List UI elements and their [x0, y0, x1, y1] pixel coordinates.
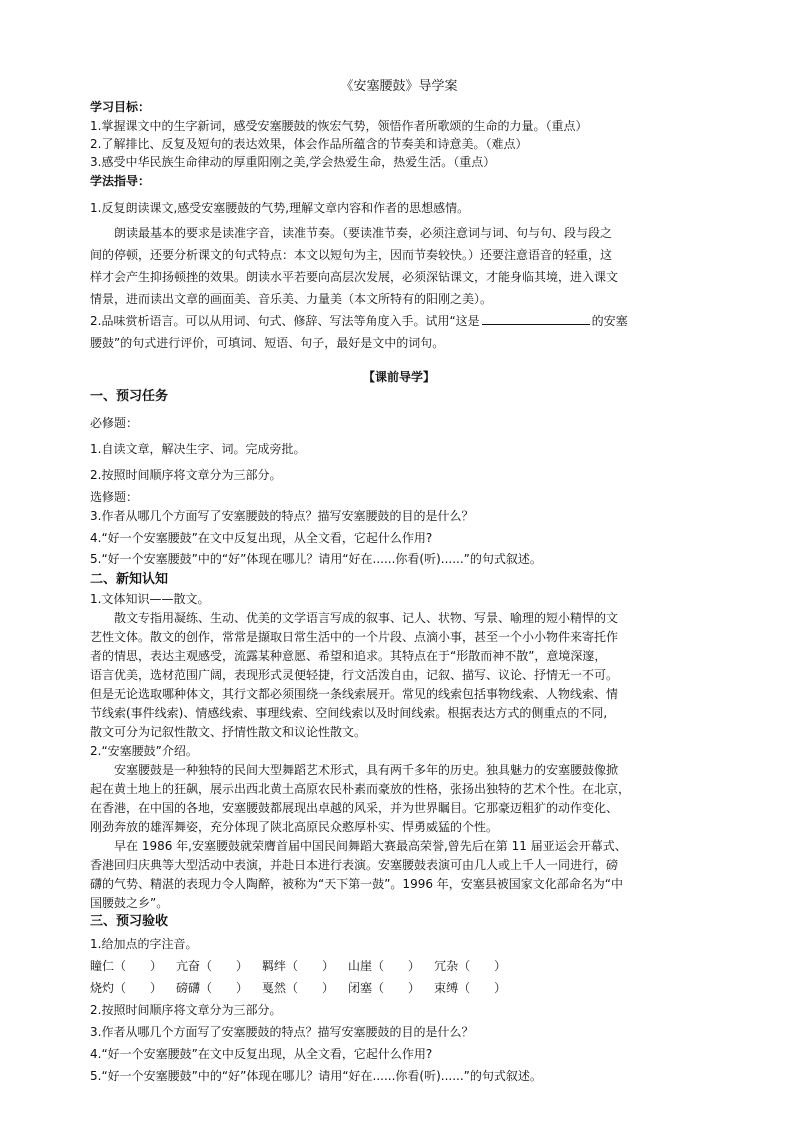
pinyin-item[interactable]: 冗杂（ ）	[434, 959, 507, 973]
knowledge-2a-line-1: 安塞腰鼓是一种独特的民间大型舞蹈艺术形式，具有两千多年的历史。独具魅力的安塞腰鼓像掀	[114, 763, 619, 777]
goal-item-1: 1.掌握课文中的生字新词，感受安塞腰鼓的恢宏气势，领悟作者所歌颂的生命的力量。（重点）	[90, 119, 588, 133]
method-paragraph-2-line-3: 样才会产生抑扬顿挫的效果。朗读水平若要向高层次发展，必须深钻课文，才能身临其境，进入课文	[90, 270, 619, 284]
method-heading: 学法指导：	[90, 174, 151, 188]
optional-item-5: 5.“好一个安塞腰鼓”中的“好”体现在哪儿？请用“好在......你看(听)......”的句式叙述。	[90, 552, 542, 566]
goal-item-3: 3.感受中华民族生命律动的厚重阳刚之美,学会热爱生命，热爱生活。（重点）	[90, 155, 496, 169]
fill-in-blank[interactable]	[482, 312, 590, 325]
pinyin-item[interactable]: 瞳仁（ ）	[90, 959, 163, 973]
required-item-1: 1.自读文章，解决生字、词。完成旁批。	[90, 442, 306, 456]
required-item-2: 2.按照时间顺序将文章分为三部分。	[90, 468, 282, 482]
pinyin-item[interactable]: 羁绊（ ）	[262, 959, 335, 973]
knowledge-2a-line-3: 在香港，在中国的各地，安塞腰鼓都展现出卓越的风采，并为世界瞩目。它那豪迈粗犷的动作变化、	[90, 801, 619, 815]
method-paragraph-3-after: 的安塞	[591, 314, 628, 328]
knowledge-1-line-6: 节线索(事件线索)、情感线索、事理线索、空间线索以及时间线索。根据表达方式的侧重点的不同,	[90, 706, 608, 720]
part3-heading: 三、预习验收	[90, 914, 169, 929]
pinyin-item[interactable]: 闭塞（ ）	[348, 981, 421, 995]
method-paragraph-2-line-1: 朗读最基本的要求是读准字音，读准节奏。（要读准节奏，必须注意词与词、句与句、段与段之	[114, 226, 613, 240]
pinyin-item[interactable]: 烧灼（ ）	[90, 981, 163, 995]
knowledge-1-line-3: 者的情思，表达主观感受，流露某种意愿、希望和追求。其特点在于“形散而神不散”，意境深邃，	[90, 649, 607, 663]
knowledge-1-line-7: 散文可分为记叙性散文、抒情性散文和议论性散文。	[90, 725, 367, 739]
pinyin-item[interactable]: 束缚（ ）	[434, 981, 507, 995]
knowledge-1-line-4: 语言优美，选材范围广阔，表现形式灵便轻捷，行文活泼自由，记叙、描写、议论、抒情无一不可。	[90, 668, 619, 682]
method-paragraph-3-line-2: 腰鼓”的句式进行评价，可填词、短语、句子，最好是文中的词句。	[90, 336, 445, 350]
optional-item-3: 3.作者从哪几个方面写了安塞腰鼓的特点？描写安塞腰鼓的目的是什么？	[90, 509, 474, 523]
pinyin-item[interactable]: 戛然（ ）	[262, 981, 335, 995]
knowledge-1-line-2: 艺性文体。散文的创作，常常是撷取日常生活中的一个片段、点滴小事，甚至一个小小物件来寄托作	[90, 630, 619, 644]
doc-title: 《安塞腰鼓》导学案	[340, 79, 458, 94]
knowledge-2-title: 2.“安塞腰鼓”介绍。	[90, 744, 198, 758]
goals-heading: 学习目标：	[90, 100, 151, 114]
part2-heading: 二、新知认知	[90, 572, 169, 587]
pinyin-item[interactable]: 亢奋（ ）	[176, 959, 249, 973]
knowledge-1-line-1: 散文专指用凝练、生动、优美的文学语言写成的叙事、记人、状物、写景、喻理的短小精悍的文	[114, 611, 619, 625]
method-paragraph-1: 1.反复朗读课文,感受安塞腰鼓的气势,理解文章内容和作者的思想感情。	[90, 201, 470, 215]
part1-heading: 一、预习任务	[90, 389, 169, 404]
knowledge-2b-line-4: 国腰鼓之乡”。	[90, 896, 169, 910]
knowledge-2b-line-2: 香港回归庆典等大型活动中表演，并赴日本进行表演。安塞腰鼓表演可由几人或上千人一同进行，磅	[90, 858, 619, 872]
check-question-2: 2.按照时间顺序将文章分为三部分。	[90, 1003, 282, 1017]
method-paragraph-3-before: 2.品味赏析语言。可以从用词、句式、修辞、写法等角度入手。试用“这是	[90, 314, 480, 328]
required-label: 必修题：	[90, 416, 139, 430]
method-paragraph-3-line-1	[90, 312, 708, 330]
knowledge-2a-line-4: 刚劲奔放的雄浑舞姿，充分体现了陕北高原民众憨厚朴实、悍勇威猛的个性。	[90, 820, 499, 834]
knowledge-1-title: 1.文体知识——散文。	[90, 592, 210, 606]
check-question-5: 5.“好一个安塞腰鼓”中的“好”体现在哪儿？请用“好在......你看(听)......”的句式叙述。	[90, 1069, 542, 1083]
knowledge-2b-line-1: 早在 1986 年,安塞腰鼓就荣膺首届中国民间舞蹈大赛最高荣誉,曾先后在第 11 届亚运会开幕式、	[114, 839, 627, 853]
pinyin-item[interactable]: 磅礴（ ）	[176, 981, 249, 995]
check-question-1: 1.给加点的字注音。	[90, 937, 198, 951]
optional-label: 选修题：	[90, 490, 139, 504]
section-title: 【课前导学】	[362, 370, 435, 384]
method-paragraph-2-line-2: 间的停顿，还要分析课文的句式特点：本文以短句为主，因而节奏较快。）还要注意语音的轻重，这	[90, 248, 613, 262]
pinyin-row-2	[90, 979, 708, 997]
pinyin-row-1	[90, 957, 708, 975]
knowledge-2b-line-3: 礴的气势、精湛的表现力令人陶醉，被称为“天下第一鼓”。1996 年，安塞县被国家文化部命名为“中	[90, 877, 624, 891]
optional-item-4: 4.“好一个安塞腰鼓”在文中反复出现，从全文看，它起什么作用?	[90, 531, 433, 545]
check-question-3: 3.作者从哪几个方面写了安塞腰鼓的特点？描写安塞腰鼓的目的是什么？	[90, 1025, 474, 1039]
knowledge-2a-line-2: 起在黄土地上的狂飙，展示出西北黄土高原农民朴素而豪放的性格，张扬出独特的艺术个性。在北京，	[90, 782, 631, 796]
knowledge-1-line-5: 但是无论选取哪种体文，其行文都必须围绕一条线索展开。常见的线索包括事物线索、人物线索、情	[90, 687, 619, 701]
method-paragraph-2-line-4: 情景，进而读出文章的画面美、音乐美、力量美（本文所特有的阳刚之美）。	[90, 292, 493, 306]
goal-item-2: 2.了解排比、反复及短句的表达效果，体会作品所蕴含的节奏美和诗意美。（难点）	[90, 137, 528, 151]
check-question-4: 4.“好一个安塞腰鼓”在文中反复出现，从全文看，它起什么作用?	[90, 1047, 433, 1061]
pinyin-item[interactable]: 山崖（ ）	[348, 959, 421, 973]
